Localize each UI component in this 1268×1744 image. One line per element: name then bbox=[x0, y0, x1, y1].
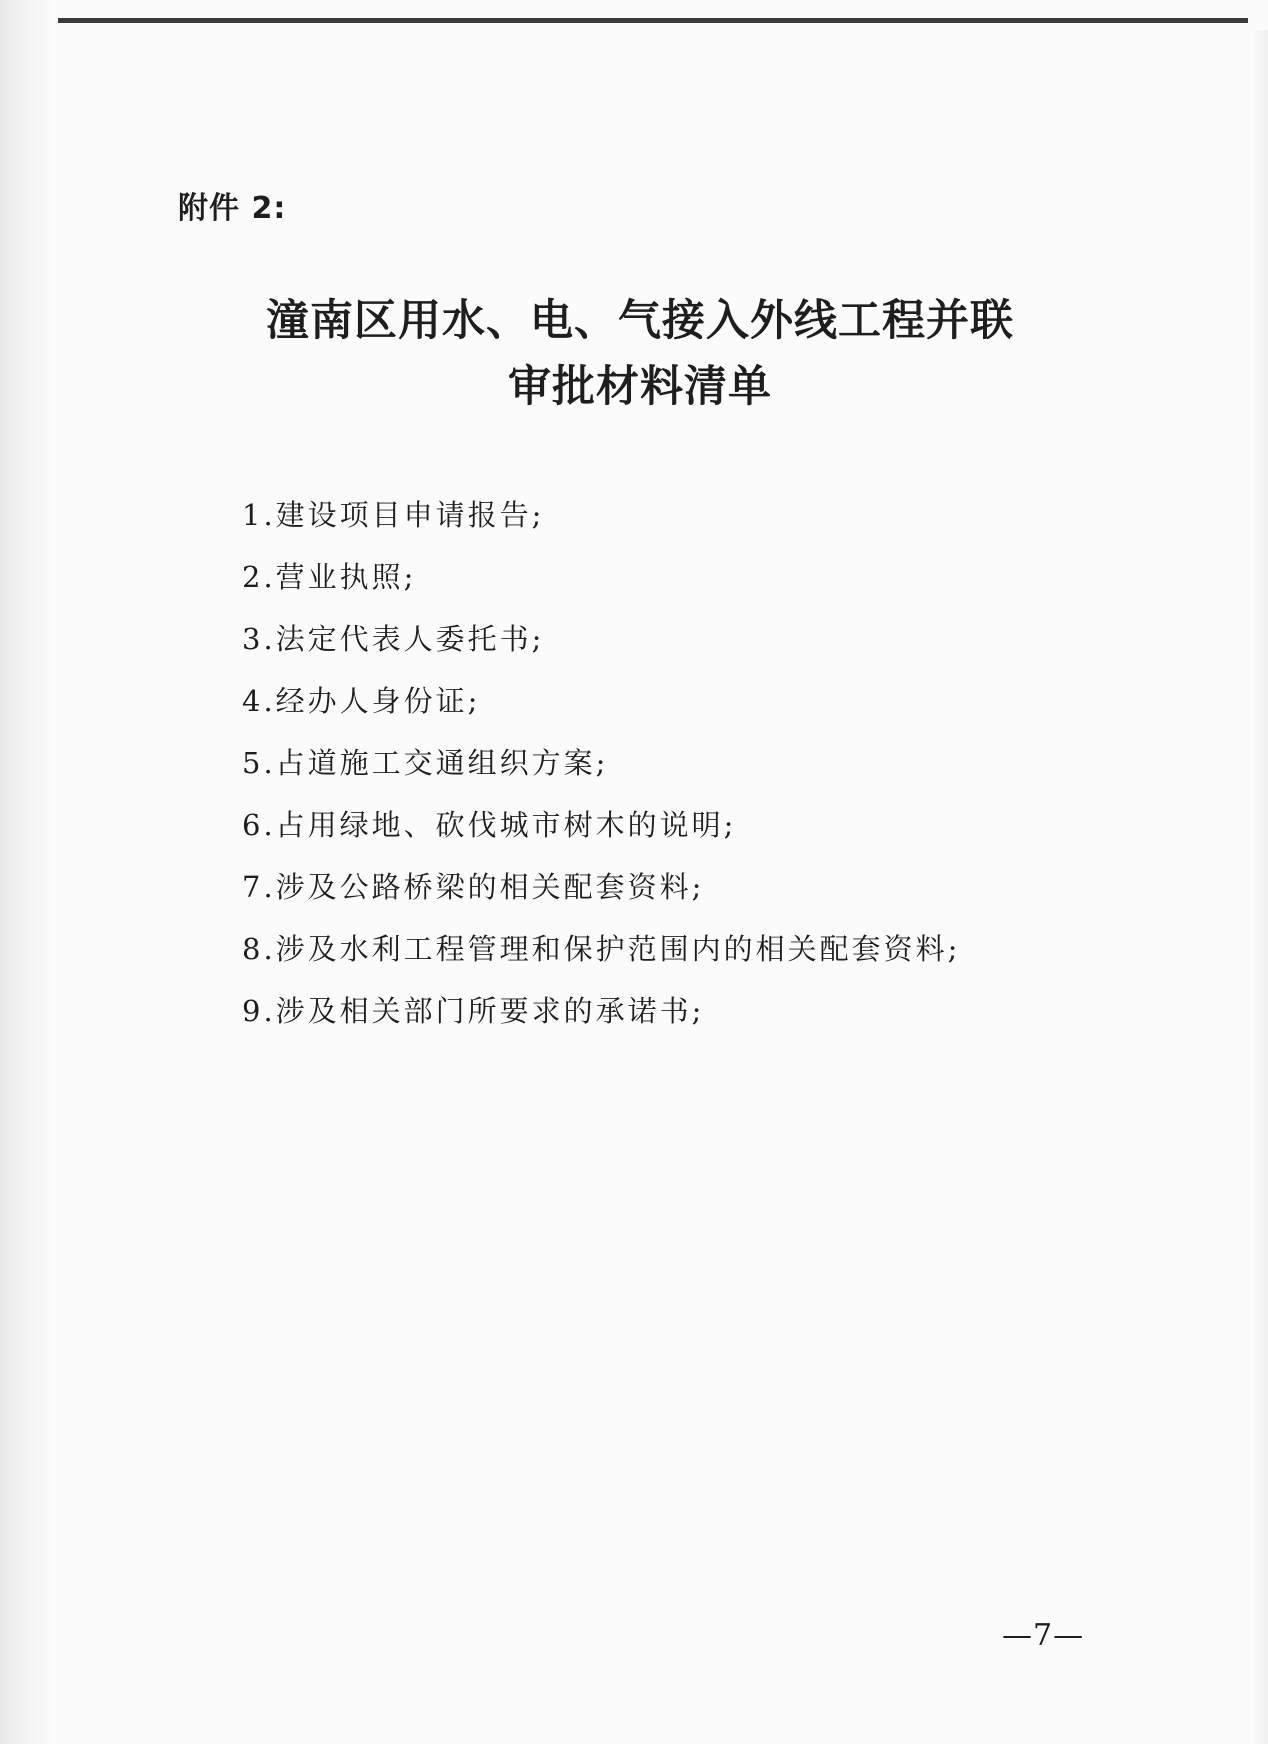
list-item: 3.法定代表人委托书; bbox=[242, 622, 545, 656]
materials-list bbox=[242, 495, 960, 1053]
list-item: 2.营业执照; bbox=[242, 560, 417, 594]
list-item: 9.涉及相关部门所要求的承诺书; bbox=[242, 994, 705, 1028]
document-title bbox=[180, 288, 1100, 420]
list-item: 1.建设项目申请报告; bbox=[242, 498, 545, 532]
list-item: 4.经办人身份证; bbox=[242, 684, 481, 718]
list-item: 7.涉及公路桥梁的相关配套资料; bbox=[242, 870, 705, 904]
page-number: —7— bbox=[1002, 1618, 1085, 1653]
attachment-label: 附件 2: bbox=[178, 191, 287, 226]
list-item: 5.占道施工交通组织方案; bbox=[242, 746, 609, 780]
list-item: 6.占用绿地、砍伐城市树木的说明; bbox=[242, 808, 737, 842]
list-item: 8.涉及水利工程管理和保护范围内的相关配套资料; bbox=[242, 932, 961, 966]
scan-left-shadow bbox=[0, 0, 56, 1744]
document-title-line-1: 潼南区用水、电、气接入外线工程并联 bbox=[266, 296, 1014, 346]
scan-right-edge bbox=[1252, 30, 1268, 1744]
scan-top-edge bbox=[58, 18, 1248, 23]
document-title-line-2: 审批材料清单 bbox=[508, 362, 772, 412]
